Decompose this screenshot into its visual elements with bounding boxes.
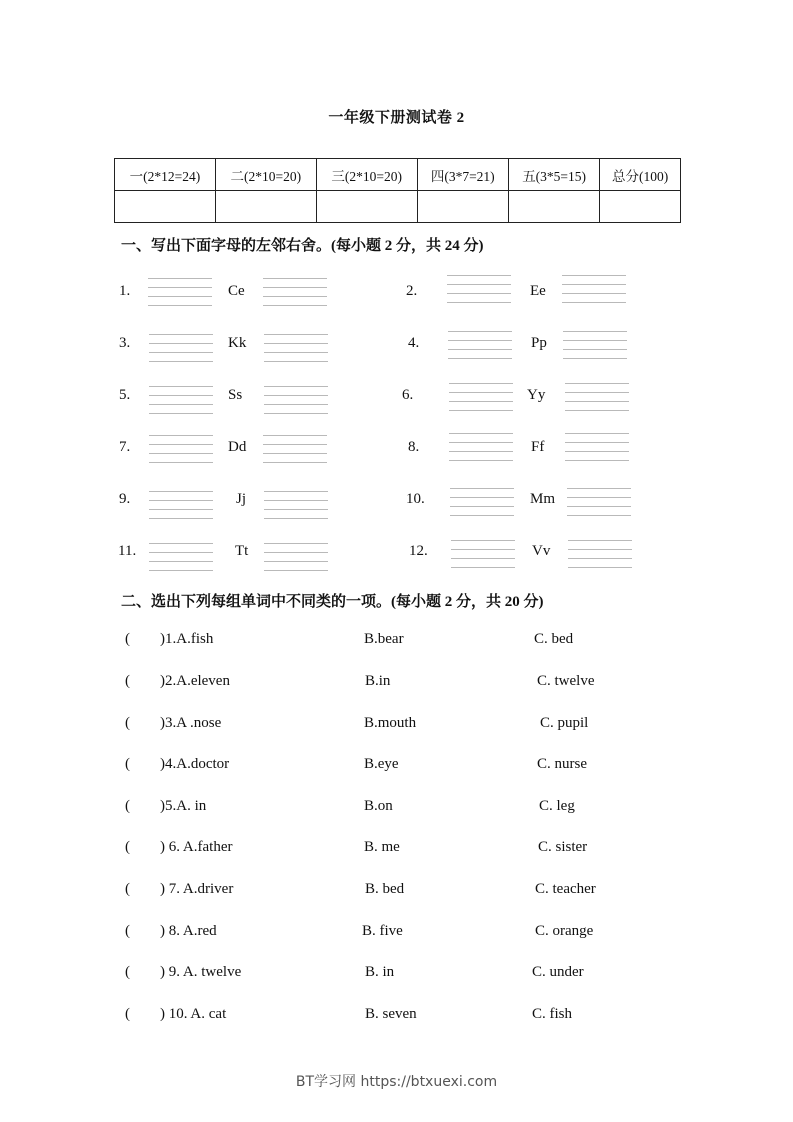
option-c: C. under [532, 964, 584, 980]
option-b: B. in [365, 964, 395, 980]
answer-lines-right[interactable] [562, 275, 626, 305]
answer-bracket[interactable]: ( [125, 839, 130, 855]
option-a: ) 10. A. cat [160, 1006, 227, 1022]
answer-lines-left[interactable] [447, 275, 511, 305]
letter-prompt: Ss [228, 387, 243, 403]
option-a: )2.A.eleven [160, 673, 230, 689]
answer-bracket[interactable]: ( [125, 923, 130, 939]
letter-prompt: Mm [530, 491, 556, 507]
answer-bracket[interactable]: ( [125, 673, 130, 689]
answer-bracket[interactable]: ( [125, 881, 130, 897]
score-header-5: 五(3*5=15) [508, 159, 599, 191]
option-c: C. twelve [537, 673, 595, 689]
score-cell-4[interactable] [417, 191, 508, 223]
answer-lines-right[interactable] [264, 386, 328, 416]
answer-lines-right[interactable] [568, 540, 632, 570]
option-b: B. me [364, 839, 400, 855]
option-c: C. bed [534, 631, 574, 647]
answer-lines-right[interactable] [263, 435, 327, 465]
answer-bracket[interactable]: ( [125, 756, 130, 772]
option-a: )1.A.fish [160, 631, 214, 647]
option-c: C. leg [539, 798, 575, 814]
item-number: 12. [409, 543, 428, 559]
answer-lines-right[interactable] [264, 491, 328, 521]
option-b: B. five [362, 923, 403, 939]
item-number: 3. [119, 335, 131, 351]
option-c: C. fish [532, 1006, 573, 1022]
letter-prompt: Yy [527, 387, 546, 403]
option-a: )3.A .nose [160, 715, 222, 731]
option-a: )4.A.doctor [160, 756, 230, 772]
answer-lines-left[interactable] [149, 435, 213, 465]
answer-lines-left[interactable] [149, 543, 213, 573]
footer-watermark[interactable]: BT学习网 https://btxuexi.com [295, 1074, 498, 1090]
letter-prompt: Vv [532, 543, 551, 559]
answer-lines-right[interactable] [563, 331, 627, 361]
section2-heading: 二、选出下列每组单词中不同类的一项。(每小题 2 分，共 20 分) [121, 594, 544, 610]
option-b: B.bear [364, 631, 404, 647]
option-b: B.on [364, 798, 393, 814]
answer-lines-right[interactable] [565, 383, 629, 413]
letter-prompt: Tt [235, 543, 249, 559]
answer-bracket[interactable]: ( [125, 631, 130, 647]
answer-lines-left[interactable] [449, 433, 513, 463]
section1-heading: 一、写出下面字母的左邻右舍。(每小题 2 分，共 24 分) [121, 238, 484, 254]
score-cell-2[interactable] [215, 191, 316, 223]
letter-prompt: Kk [228, 335, 247, 351]
letter-prompt: Ce [228, 283, 245, 299]
answer-lines-left[interactable] [449, 383, 513, 413]
option-b: B. seven [365, 1006, 417, 1022]
option-b: B.mouth [364, 715, 417, 731]
letter-prompt: Dd [228, 439, 247, 455]
item-number: 9. [119, 491, 131, 507]
option-c: C. teacher [535, 881, 596, 897]
answer-lines-right[interactable] [264, 543, 328, 573]
answer-lines-left[interactable] [149, 491, 213, 521]
answer-lines-left[interactable] [149, 334, 213, 364]
answer-lines-right[interactable] [567, 488, 631, 518]
letter-prompt: Ff [531, 439, 545, 455]
item-number: 4. [408, 335, 420, 351]
answer-lines-left[interactable] [450, 488, 514, 518]
item-number: 6. [402, 387, 414, 403]
score-header-2: 二(2*10=20) [215, 159, 316, 191]
option-a: ) 6. A.father [160, 839, 233, 855]
answer-lines-right[interactable] [565, 433, 629, 463]
item-number: 2. [406, 283, 418, 299]
answer-lines-left[interactable] [148, 278, 212, 308]
answer-bracket[interactable]: ( [125, 715, 130, 731]
letter-prompt: Ee [530, 283, 546, 299]
score-header-1: 一(2*12=24) [115, 159, 216, 191]
item-number: 1. [119, 283, 131, 299]
option-a: ) 7. A.driver [160, 881, 234, 897]
letter-prompt: Pp [531, 335, 547, 351]
score-table [114, 158, 681, 223]
answer-lines-right[interactable] [264, 334, 328, 364]
item-number: 8. [408, 439, 420, 455]
score-header-3: 三(2*10=20) [316, 159, 417, 191]
score-cell-1[interactable] [115, 191, 216, 223]
option-b: B.eye [364, 756, 399, 772]
option-c: C. nurse [537, 756, 587, 772]
score-cell-total[interactable] [600, 191, 681, 223]
page-title: 一年级下册测试卷 2 [328, 110, 465, 126]
option-a: ) 9. A. twelve [160, 964, 242, 980]
answer-lines-right[interactable] [263, 278, 327, 308]
option-a: )5.A. in [160, 798, 207, 814]
answer-bracket[interactable]: ( [125, 1006, 130, 1022]
answer-bracket[interactable]: ( [125, 798, 130, 814]
score-table-entry-row [115, 191, 681, 223]
score-cell-3[interactable] [316, 191, 417, 223]
item-number: 10. [406, 491, 425, 507]
option-a: ) 8. A.red [160, 923, 217, 939]
item-number: 5. [119, 387, 131, 403]
score-cell-5[interactable] [508, 191, 599, 223]
item-number: 7. [119, 439, 131, 455]
letter-prompt: Jj [236, 491, 247, 507]
item-number: 11. [118, 543, 137, 559]
option-c: C. pupil [540, 715, 589, 731]
answer-lines-left[interactable] [451, 540, 515, 570]
answer-lines-left[interactable] [149, 386, 213, 416]
option-b: B. bed [365, 881, 405, 897]
score-header-4: 四(3*7=21) [417, 159, 508, 191]
score-header-total: 总分(100) [600, 159, 681, 191]
answer-bracket[interactable]: ( [125, 964, 130, 980]
option-b: B.in [365, 673, 391, 689]
option-c: C. orange [535, 923, 594, 939]
option-c: C. sister [538, 839, 588, 855]
score-table-header-row [115, 159, 681, 191]
answer-lines-left[interactable] [448, 331, 512, 361]
